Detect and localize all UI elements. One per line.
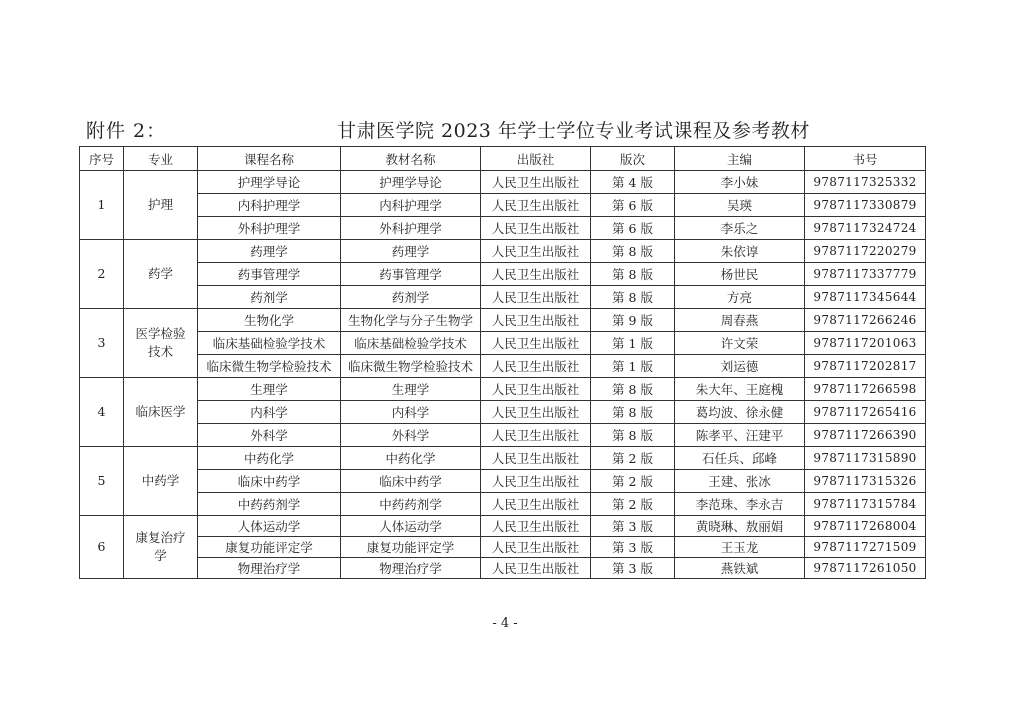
isbn-cell: 9787117265416 <box>805 401 926 424</box>
table-header-row <box>80 147 926 171</box>
editor-cell: 黄晓琳、敖丽娟 <box>675 516 805 537</box>
textbook-name-cell: 中药药剂学 <box>341 493 481 516</box>
major-cell: 临床医学 <box>124 378 198 447</box>
table-row <box>80 240 926 263</box>
textbook-name-cell: 内科护理学 <box>341 194 481 217</box>
isbn-cell: 9787117268004 <box>805 516 926 537</box>
table-row <box>80 355 926 378</box>
isbn-cell: 9787117266598 <box>805 378 926 401</box>
publisher-cell: 人民卫生出版社 <box>481 286 591 309</box>
edition-cell: 第 8 版 <box>591 401 675 424</box>
publisher-cell: 人民卫生出版社 <box>481 493 591 516</box>
major-cell: 药学 <box>124 240 198 309</box>
course-name-cell: 生理学 <box>198 378 341 401</box>
course-name-cell: 中药药剂学 <box>198 493 341 516</box>
edition-cell: 第 4 版 <box>591 171 675 194</box>
major-cell: 中药学 <box>124 447 198 516</box>
publisher-cell: 人民卫生出版社 <box>481 332 591 355</box>
edition-cell: 第 3 版 <box>591 516 675 537</box>
course-name-cell: 药事管理学 <box>198 263 341 286</box>
edition-cell: 第 8 版 <box>591 424 675 447</box>
major-cell: 医学检验技术 <box>124 309 198 378</box>
table-row <box>80 516 926 537</box>
publisher-cell: 人民卫生出版社 <box>481 217 591 240</box>
textbook-name-cell: 护理学导论 <box>341 171 481 194</box>
isbn-cell: 9787117315890 <box>805 447 926 470</box>
edition-cell: 第 6 版 <box>591 194 675 217</box>
course-name-cell: 药理学 <box>198 240 341 263</box>
editor-cell: 方亮 <box>675 286 805 309</box>
table-row <box>80 558 926 579</box>
table-row <box>80 447 926 470</box>
isbn-cell: 9787117202817 <box>805 355 926 378</box>
textbook-name-cell: 临床中药学 <box>341 470 481 493</box>
course-name-cell: 药剂学 <box>198 286 341 309</box>
isbn-cell: 9787117345644 <box>805 286 926 309</box>
textbook-name-cell: 外科学 <box>341 424 481 447</box>
table-row <box>80 470 926 493</box>
publisher-cell: 人民卫生出版社 <box>481 558 591 579</box>
table-row <box>80 171 926 194</box>
isbn-cell: 9787117261050 <box>805 558 926 579</box>
isbn-cell: 9787117266246 <box>805 309 926 332</box>
major-cell: 康复治疗学 <box>124 516 198 579</box>
editor-cell: 李小妹 <box>675 171 805 194</box>
course-name-cell: 康复功能评定学 <box>198 537 341 558</box>
table-row <box>80 537 926 558</box>
document-title: 甘肃医学院 2023 年学士学位专业考试课程及参考教材 <box>337 120 810 142</box>
edition-cell: 第 6 版 <box>591 217 675 240</box>
editor-cell: 吴瑛 <box>675 194 805 217</box>
course-name-cell: 临床微生物学检验技术 <box>198 355 341 378</box>
textbook-name-cell: 临床基础检验学技术 <box>341 332 481 355</box>
serial-number-cell: 1 <box>80 171 124 240</box>
publisher-cell: 人民卫生出版社 <box>481 470 591 493</box>
textbook-name-cell: 内科学 <box>341 401 481 424</box>
publisher-cell: 人民卫生出版社 <box>481 263 591 286</box>
edition-cell: 第 8 版 <box>591 378 675 401</box>
header-course: 课程名称 <box>198 147 341 171</box>
textbook-name-cell: 生物化学与分子生物学 <box>341 309 481 332</box>
publisher-cell: 人民卫生出版社 <box>481 537 591 558</box>
editor-cell: 王建、张冰 <box>675 470 805 493</box>
edition-cell: 第 8 版 <box>591 240 675 263</box>
header-book: 教材名称 <box>341 147 481 171</box>
course-name-cell: 内科护理学 <box>198 194 341 217</box>
textbook-name-cell: 人体运动学 <box>341 516 481 537</box>
serial-number-cell: 3 <box>80 309 124 378</box>
course-name-cell: 生物化学 <box>198 309 341 332</box>
page-number: - 4 - <box>492 616 518 631</box>
editor-cell: 朱依谆 <box>675 240 805 263</box>
course-name-cell: 护理学导论 <box>198 171 341 194</box>
publisher-cell: 人民卫生出版社 <box>481 171 591 194</box>
table-row <box>80 493 926 516</box>
table-row <box>80 309 926 332</box>
editor-cell: 刘运德 <box>675 355 805 378</box>
edition-cell: 第 8 版 <box>591 263 675 286</box>
edition-cell: 第 9 版 <box>591 309 675 332</box>
header-major: 专业 <box>124 147 198 171</box>
editor-cell: 葛均波、徐永健 <box>675 401 805 424</box>
editor-cell: 许文荣 <box>675 332 805 355</box>
publisher-cell: 人民卫生出版社 <box>481 424 591 447</box>
course-name-cell: 临床中药学 <box>198 470 341 493</box>
edition-cell: 第 2 版 <box>591 447 675 470</box>
header-no: 序号 <box>80 147 124 171</box>
isbn-cell: 9787117220279 <box>805 240 926 263</box>
textbook-name-cell: 临床微生物学检验技术 <box>341 355 481 378</box>
textbook-name-cell: 药理学 <box>341 240 481 263</box>
publisher-cell: 人民卫生出版社 <box>481 309 591 332</box>
publisher-cell: 人民卫生出版社 <box>481 401 591 424</box>
editor-cell: 李范珠、李永吉 <box>675 493 805 516</box>
course-name-cell: 物理治疗学 <box>198 558 341 579</box>
course-name-cell: 人体运动学 <box>198 516 341 537</box>
table-row <box>80 378 926 401</box>
serial-number-cell: 6 <box>80 516 124 579</box>
editor-cell: 周春燕 <box>675 309 805 332</box>
textbook-name-cell: 药剂学 <box>341 286 481 309</box>
textbook-name-cell: 药事管理学 <box>341 263 481 286</box>
editor-cell: 陈孝平、汪建平 <box>675 424 805 447</box>
editor-cell: 王玉龙 <box>675 537 805 558</box>
editor-cell: 杨世民 <box>675 263 805 286</box>
table-row <box>80 194 926 217</box>
editor-cell: 朱大年、王庭槐 <box>675 378 805 401</box>
publisher-cell: 人民卫生出版社 <box>481 378 591 401</box>
textbook-name-cell: 生理学 <box>341 378 481 401</box>
isbn-cell: 9787117201063 <box>805 332 926 355</box>
table-row <box>80 401 926 424</box>
course-name-cell: 内科学 <box>198 401 341 424</box>
publisher-cell: 人民卫生出版社 <box>481 516 591 537</box>
publisher-cell: 人民卫生出版社 <box>481 194 591 217</box>
isbn-cell: 9787117315784 <box>805 493 926 516</box>
edition-cell: 第 8 版 <box>591 286 675 309</box>
edition-cell: 第 2 版 <box>591 493 675 516</box>
table-row <box>80 217 926 240</box>
editor-cell: 李乐之 <box>675 217 805 240</box>
isbn-cell: 9787117330879 <box>805 194 926 217</box>
table-row <box>80 424 926 447</box>
header-publisher: 出版社 <box>481 147 591 171</box>
edition-cell: 第 1 版 <box>591 332 675 355</box>
edition-cell: 第 3 版 <box>591 558 675 579</box>
table-row <box>80 263 926 286</box>
course-name-cell: 中药化学 <box>198 447 341 470</box>
isbn-cell: 9787117271509 <box>805 537 926 558</box>
isbn-cell: 9787117266390 <box>805 424 926 447</box>
textbook-name-cell: 物理治疗学 <box>341 558 481 579</box>
publisher-cell: 人民卫生出版社 <box>481 240 591 263</box>
publisher-cell: 人民卫生出版社 <box>481 355 591 378</box>
edition-cell: 第 2 版 <box>591 470 675 493</box>
edition-cell: 第 3 版 <box>591 537 675 558</box>
header-isbn: 书号 <box>805 147 926 171</box>
serial-number-cell: 2 <box>80 240 124 309</box>
course-name-cell: 外科学 <box>198 424 341 447</box>
editor-cell: 燕铁斌 <box>675 558 805 579</box>
table-row <box>80 286 926 309</box>
serial-number-cell: 5 <box>80 447 124 516</box>
isbn-cell: 9787117324724 <box>805 217 926 240</box>
textbook-name-cell: 康复功能评定学 <box>341 537 481 558</box>
header-edition: 版次 <box>591 147 675 171</box>
course-table <box>79 146 926 579</box>
isbn-cell: 9787117315326 <box>805 470 926 493</box>
textbook-name-cell: 中药化学 <box>341 447 481 470</box>
course-name-cell: 临床基础检验学技术 <box>198 332 341 355</box>
textbook-name-cell: 外科护理学 <box>341 217 481 240</box>
attachment-label: 附件 2： <box>86 120 167 142</box>
editor-cell: 石任兵、邱峰 <box>675 447 805 470</box>
header-editor: 主编 <box>675 147 805 171</box>
edition-cell: 第 1 版 <box>591 355 675 378</box>
publisher-cell: 人民卫生出版社 <box>481 447 591 470</box>
course-name-cell: 外科护理学 <box>198 217 341 240</box>
table-row <box>80 332 926 355</box>
isbn-cell: 9787117325332 <box>805 171 926 194</box>
major-cell: 护理 <box>124 171 198 240</box>
isbn-cell: 9787117337779 <box>805 263 926 286</box>
serial-number-cell: 4 <box>80 378 124 447</box>
